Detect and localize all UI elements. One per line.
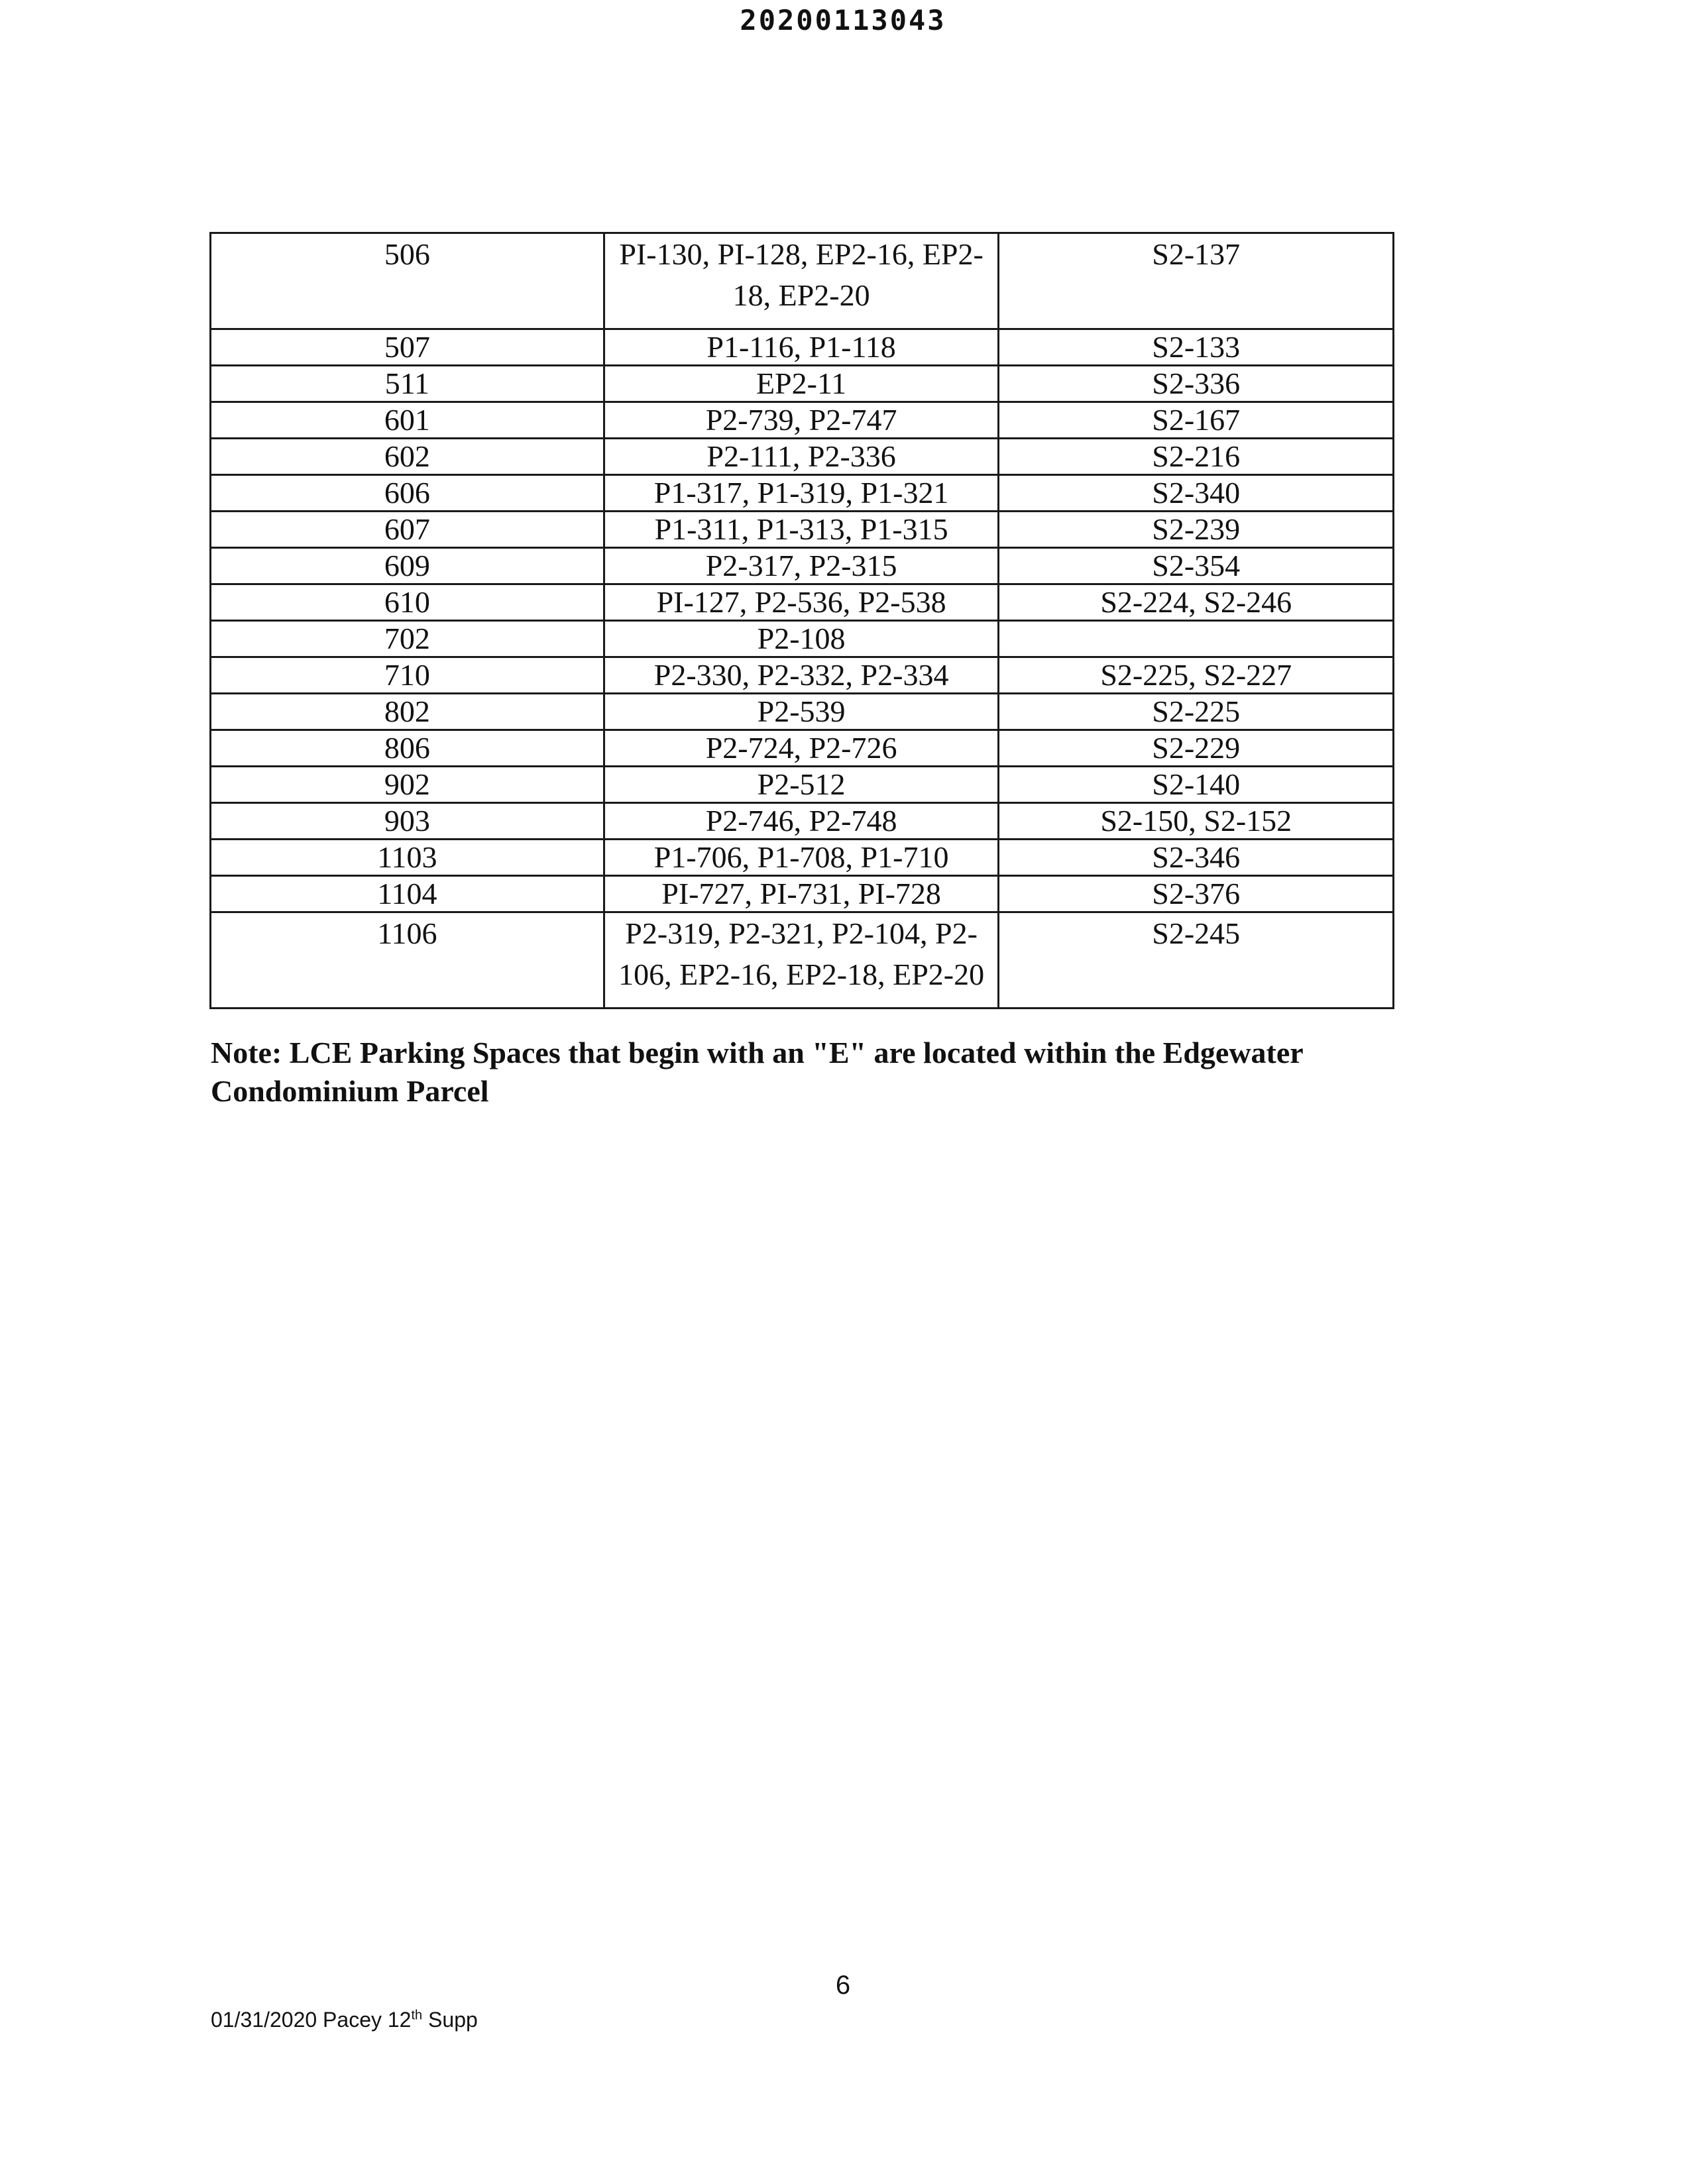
parking-cell: P1-116, P1-118 — [604, 329, 999, 366]
table-row — [211, 512, 1394, 548]
unit-cell: 902 — [211, 767, 604, 803]
parking-cell: P2-317, P2-315 — [604, 548, 999, 584]
storage-cell: S2-140 — [999, 767, 1394, 803]
parking-cell: P2-111, P2-336 — [604, 439, 999, 475]
storage-cell: S2-225 — [999, 694, 1394, 730]
table-row — [211, 475, 1394, 512]
unit-cell: 1104 — [211, 876, 604, 912]
parking-cell: P1-317, P1-319, P1-321 — [604, 475, 999, 512]
unit-cell: 1106 — [211, 912, 604, 1009]
unit-cell: 610 — [211, 584, 604, 621]
footer-date-suffix: Supp — [422, 2008, 478, 2032]
parking-cell: P1-311, P1-313, P1-315 — [604, 512, 999, 548]
storage-cell: S2-225, S2-227 — [999, 657, 1394, 694]
table-row — [211, 694, 1394, 730]
storage-cell: S2-376 — [999, 876, 1394, 912]
table-body — [211, 233, 1394, 1009]
storage-cell: S2-336 — [999, 366, 1394, 402]
storage-cell: S2-229 — [999, 730, 1394, 767]
parking-storage-table — [209, 232, 1394, 1009]
parking-cell: P2-539 — [604, 694, 999, 730]
parking-cell: P2-330, P2-332, P2-334 — [604, 657, 999, 694]
storage-cell — [999, 621, 1394, 657]
parking-cell: P2-724, P2-726 — [604, 730, 999, 767]
table-row — [211, 548, 1394, 584]
unit-cell: 609 — [211, 548, 604, 584]
table-row — [211, 621, 1394, 657]
parking-cell: PI-130, PI-128, EP2-16, EP2-18, EP2-20 — [604, 233, 999, 329]
document-number: 20200113043 — [740, 4, 946, 36]
unit-cell: 1103 — [211, 840, 604, 876]
parking-cell: P1-706, P1-708, P1-710 — [604, 840, 999, 876]
note-text: Note: LCE Parking Spaces that begin with an "E" are located within the Edgewater Condominium Parcel — [211, 1036, 1303, 1108]
storage-cell: S2-239 — [999, 512, 1394, 548]
table-row — [211, 876, 1394, 912]
storage-cell: S2-216 — [999, 439, 1394, 475]
unit-cell: 601 — [211, 402, 604, 439]
footer-date-sup: th — [411, 2008, 423, 2023]
storage-cell: S2-150, S2-152 — [999, 803, 1394, 840]
unit-cell: 802 — [211, 694, 604, 730]
table-row — [211, 233, 1394, 329]
storage-cell: S2-346 — [999, 840, 1394, 876]
parking-cell: PI-127, P2-536, P2-538 — [604, 584, 999, 621]
table-row — [211, 657, 1394, 694]
parking-cell: P2-746, P2-748 — [604, 803, 999, 840]
unit-cell: 903 — [211, 803, 604, 840]
unit-cell: 511 — [211, 366, 604, 402]
table-row — [211, 840, 1394, 876]
unit-cell: 702 — [211, 621, 604, 657]
table-row — [211, 584, 1394, 621]
storage-cell: S2-137 — [999, 233, 1394, 329]
table-row — [211, 402, 1394, 439]
table-row — [211, 329, 1394, 366]
unit-cell: 806 — [211, 730, 604, 767]
table-row — [211, 366, 1394, 402]
parking-cell: EP2-11 — [604, 366, 999, 402]
table-row — [211, 803, 1394, 840]
unit-cell: 710 — [211, 657, 604, 694]
unit-cell: 507 — [211, 329, 604, 366]
table-row — [211, 912, 1394, 1009]
storage-cell: S2-354 — [999, 548, 1394, 584]
storage-cell: S2-133 — [999, 329, 1394, 366]
storage-cell: S2-224, S2-246 — [999, 584, 1394, 621]
unit-cell: 506 — [211, 233, 604, 329]
storage-cell: S2-167 — [999, 402, 1394, 439]
page-number: 6 — [835, 1971, 851, 2000]
footer-date-main: 01/31/2020 Pacey 12 — [211, 2008, 412, 2032]
unit-cell: 602 — [211, 439, 604, 475]
storage-cell: S2-245 — [999, 912, 1394, 1009]
table-row — [211, 730, 1394, 767]
parking-cell: P2-108 — [604, 621, 999, 657]
parking-cell: P2-739, P2-747 — [604, 402, 999, 439]
unit-cell: 606 — [211, 475, 604, 512]
table-row — [211, 439, 1394, 475]
storage-cell: S2-340 — [999, 475, 1394, 512]
parking-cell: PI-727, PI-731, PI-728 — [604, 876, 999, 912]
parking-cell: P2-512 — [604, 767, 999, 803]
table-row — [211, 767, 1394, 803]
unit-cell: 607 — [211, 512, 604, 548]
parking-cell: P2-319, P2-321, P2-104, P2-106, EP2-16, EP2-18, EP2-20 — [604, 912, 999, 1009]
footer-date-label — [211, 2008, 478, 2032]
